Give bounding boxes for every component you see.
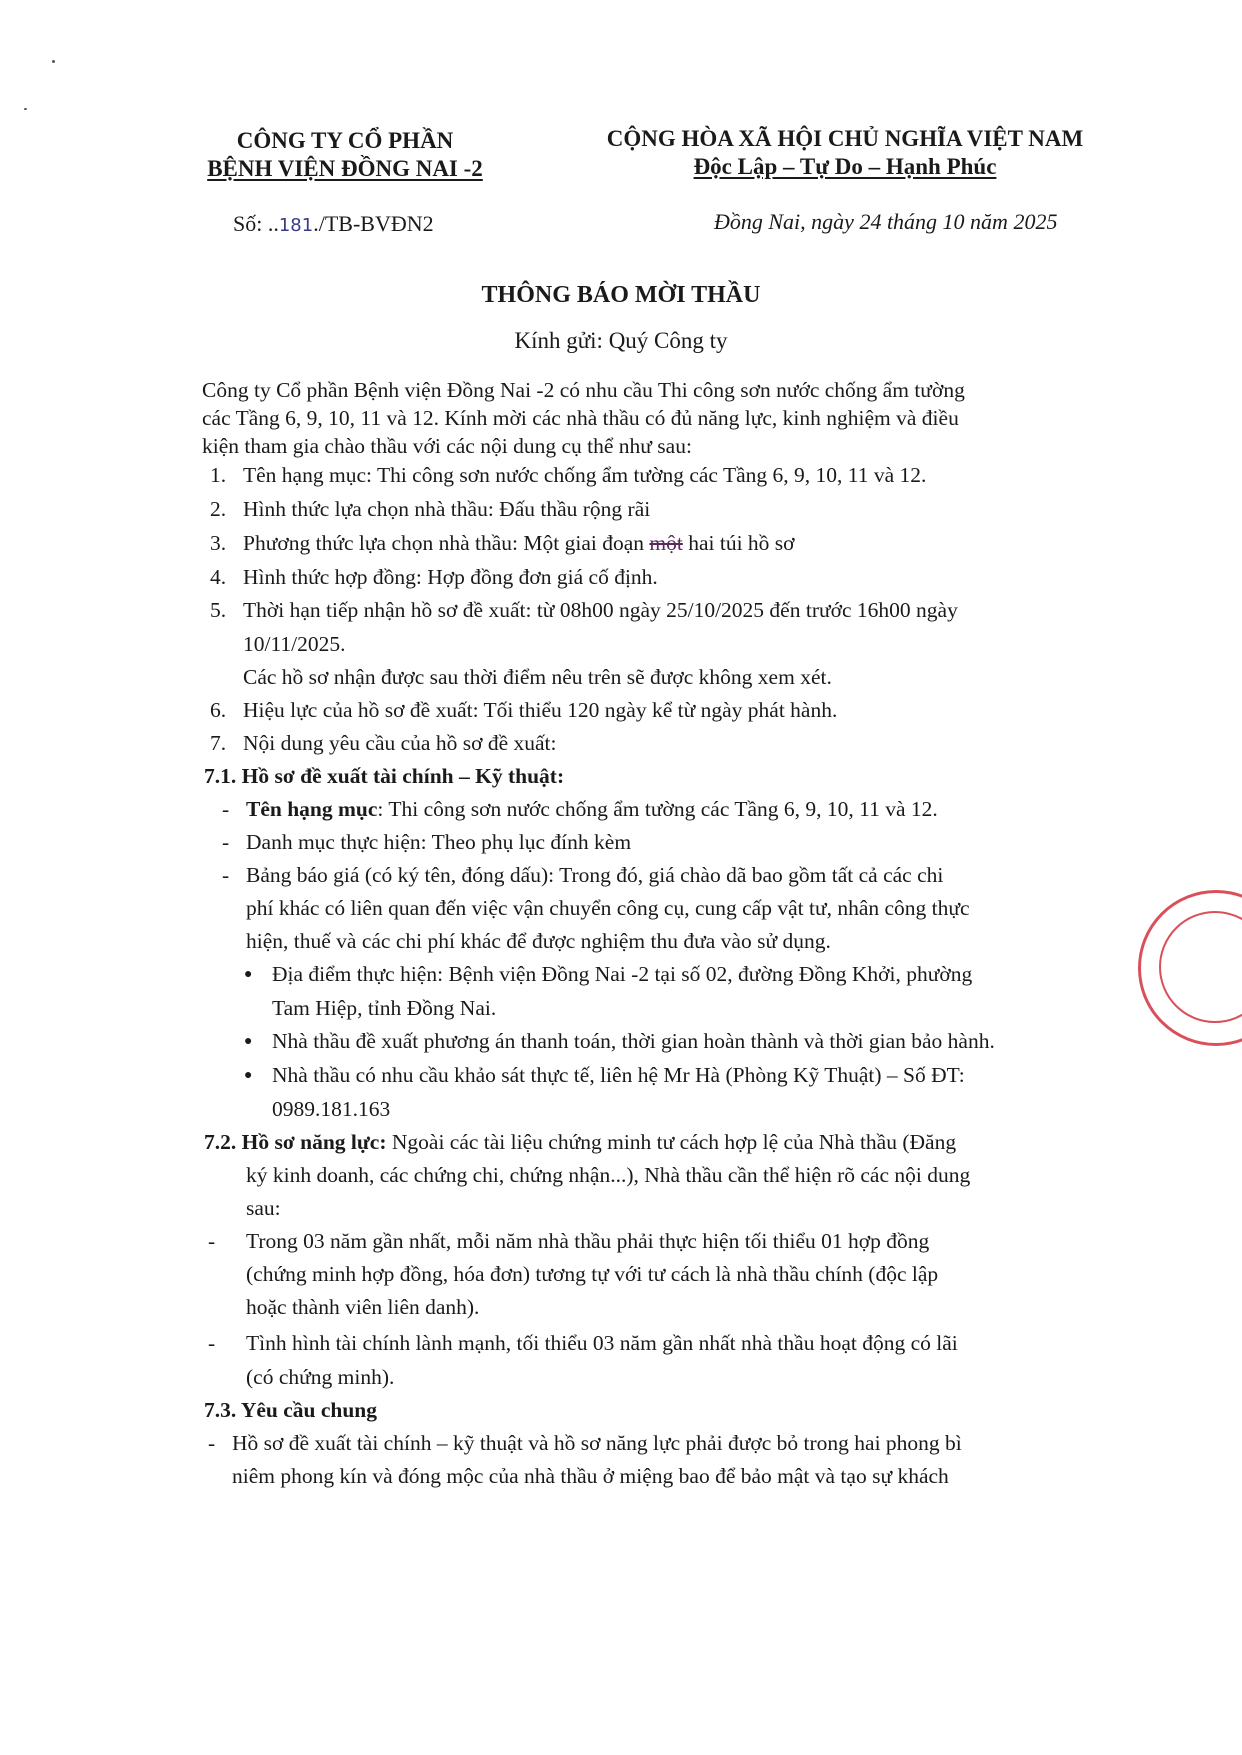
s71-sub-3-line-1: Nhà thầu có nhu cầu khảo sát thực tế, liên hệ Mr Hà (Phòng Kỹ Thuật) – Số ĐT:: [272, 1063, 965, 1087]
s71-bullet-1-label: Tên hạng mục: [246, 797, 378, 821]
document-number: [233, 211, 434, 237]
s73-bullet-1-line-2: niêm phong kín và đóng mộc của nhà thầu ở miệng bao để bảo mật và tạo sự khách: [232, 1464, 949, 1488]
item-number: 5.: [210, 598, 227, 622]
section-7-2-line-1: [204, 1130, 956, 1155]
s71-sub-1-line-2: Tam Hiệp, tỉnh Đồng Nai.: [272, 996, 497, 1020]
item-4-text: Hình thức hợp đồng: Hợp đồng đơn giá cố định.: [243, 565, 658, 589]
intro-line-2: các Tầng 6, 9, 10, 11 và 12. Kính mời các nhà thầu có đủ năng lực, kinh nghiệm và điều: [202, 406, 959, 430]
item-number: 7.: [210, 731, 227, 755]
item-5-line-3: Các hồ sơ nhận được sau thời điểm nêu trên sẽ được không xem xét.: [243, 665, 832, 689]
item-number: 3.: [210, 531, 227, 555]
s72-bullet-1-line-3: hoặc thành viên liên danh).: [246, 1295, 480, 1319]
s72-bullet-1-line-2: (chứng minh hợp đồng, hóa đơn) tương tự với tư cách là nhà thầu chính (độc lập: [246, 1262, 939, 1286]
company-name-line1: CÔNG TY CỔ PHẦN: [236, 128, 454, 153]
dot-bullet: ●: [244, 1034, 253, 1049]
s72-bullet-2-line-1: Tình hình tài chính lành mạnh, tối thiểu 03 năm gần nhất nhà thầu hoạt động có lãi: [246, 1331, 958, 1355]
s71-bullet-1: [246, 797, 938, 822]
s71-sub-2: Nhà thầu đề xuất phương án thanh toán, thời gian hoàn thành và thời gian bảo hành.: [272, 1029, 995, 1053]
document-number-prefix: Số: ..: [233, 211, 279, 236]
item-3-text-b: hai túi hồ sơ: [688, 531, 795, 555]
national-motto: [560, 154, 1130, 180]
s71-bullet-3-line-1: Bảng báo giá (có ký tên, đóng dấu): Trong đó, giá chào dã bao gồm tất cả các chi: [246, 863, 944, 887]
section-7-2-line-2: ký kinh doanh, các chứng chi, chứng nhận...), Nhà thầu cần thể hiện rõ các nội dung: [246, 1163, 971, 1187]
s71-sub-3-line-2: 0989.181.163: [272, 1097, 391, 1121]
section-7-2-text: Ngoài các tài liệu chứng minh tư cách hợp lệ của Nhà thầu (Đăng: [391, 1130, 957, 1154]
place-date: Đồng Nai, ngày 24 tháng 10 năm 2025: [714, 209, 1058, 234]
handwritten-number: 181: [278, 215, 314, 236]
section-7-2-line-3: sau:: [246, 1196, 281, 1220]
item-1-text: Tên hạng mục: Thi công sơn nước chống ẩm tường các Tầng 6, 9, 10, 11 và 12.: [243, 463, 927, 487]
s71-bullet-1-text: : Thi công sơn nước chống ẩm tường các Tầng 6, 9, 10, 11 và 12.: [377, 797, 938, 821]
s71-bullet-2: Danh mục thực hiện: Theo phụ lục đính kèm: [246, 830, 632, 854]
dash-bullet: -: [208, 1431, 216, 1455]
section-7-2-heading: 7.2. Hồ sơ năng lực:: [204, 1130, 387, 1154]
item-number: 1.: [210, 463, 227, 487]
s71-bullet-3-line-3: hiện, thuế và các chi phí khác để được nghiệm thu đưa vào sử dụng.: [246, 929, 831, 953]
intro-line-1: Công ty Cổ phần Bệnh viện Đồng Nai -2 có nhu cầu Thi công sơn nước chống ẩm tường: [202, 378, 965, 402]
company-name-line2: [160, 156, 530, 182]
item-number: 2.: [210, 497, 227, 521]
company-name-line2-text: BỆNH VIỆN ĐỒNG NAI -2: [207, 156, 483, 181]
s73-bullet-1-line-1: Hồ sơ đề xuất tài chính – kỹ thuật và hồ sơ năng lực phải được bỏ trong hai phong bì: [232, 1431, 962, 1455]
item-5-line-1: Thời hạn tiếp nhận hồ sơ đề xuất: từ 08h00 ngày 25/10/2025 đến trước 16h00 ngày: [243, 598, 958, 622]
document-number-suffix: ./TB-BVĐN2: [313, 211, 434, 236]
item-5-line-2: 10/11/2025.: [243, 632, 346, 656]
dot-bullet: ●: [244, 1068, 253, 1083]
scan-speck: [24, 108, 27, 110]
s72-bullet-2-line-2: (có chứng minh).: [246, 1365, 395, 1389]
company-stamp-inner-ring: [1159, 911, 1242, 1023]
item-3-text: [243, 531, 795, 556]
dash-bullet: -: [208, 1229, 216, 1253]
dash-bullet: -: [222, 797, 230, 821]
section-7-3-heading: 7.3. Yêu cầu chung: [204, 1398, 378, 1422]
dash-bullet: -: [208, 1331, 216, 1355]
item-7-text: Nội dung yêu cầu của hồ sơ đề xuất:: [243, 731, 557, 755]
dot-bullet: ●: [244, 967, 253, 982]
national-motto-text: Độc Lập – Tự Do – Hạnh Phúc: [693, 154, 997, 179]
scan-speck: [52, 60, 55, 63]
dash-bullet: -: [222, 830, 230, 854]
dash-bullet: -: [222, 863, 230, 887]
section-7-1-heading: 7.1. Hồ sơ đề xuất tài chính – Kỹ thuật:: [204, 764, 565, 788]
salutation: Kính gửi: Quý Công ty: [514, 328, 728, 353]
s72-bullet-1-line-1: Trong 03 năm gần nhất, mỗi năm nhà thầu phải thực hiện tối thiểu 01 hợp đồng: [246, 1229, 930, 1253]
item-6-text: Hiệu lực của hồ sơ đề xuất: Tối thiểu 120 ngày kể từ ngày phát hành.: [243, 698, 838, 722]
item-2-text: Hình thức lựa chọn nhà thầu: Đấu thầu rộng rãi: [243, 497, 651, 521]
s71-sub-1-line-1: Địa điểm thực hiện: Bệnh viện Đồng Nai -2 tại số 02, đường Đồng Khởi, phường: [272, 962, 973, 986]
intro-line-3: kiện tham gia chào thầu với các nội dung cụ thể như sau:: [202, 434, 692, 458]
item-number: 6.: [210, 698, 227, 722]
document-title: THÔNG BÁO MỜI THẦU: [481, 282, 761, 308]
company-stamp: [1138, 890, 1242, 1046]
s71-bullet-3-line-2: phí khác có liên quan đến việc vận chuyển công cụ, cung cấp vật tư, nhân công thực: [246, 896, 970, 920]
item-number: 4.: [210, 565, 227, 589]
item-3-text-a: Phương thức lựa chọn nhà thầu: Một giai đoạn: [243, 531, 645, 555]
struck-word: một: [649, 531, 683, 555]
national-title: CỘNG HÒA XÃ HỘI CHỦ NGHĨA VIỆT NAM: [606, 126, 1084, 151]
